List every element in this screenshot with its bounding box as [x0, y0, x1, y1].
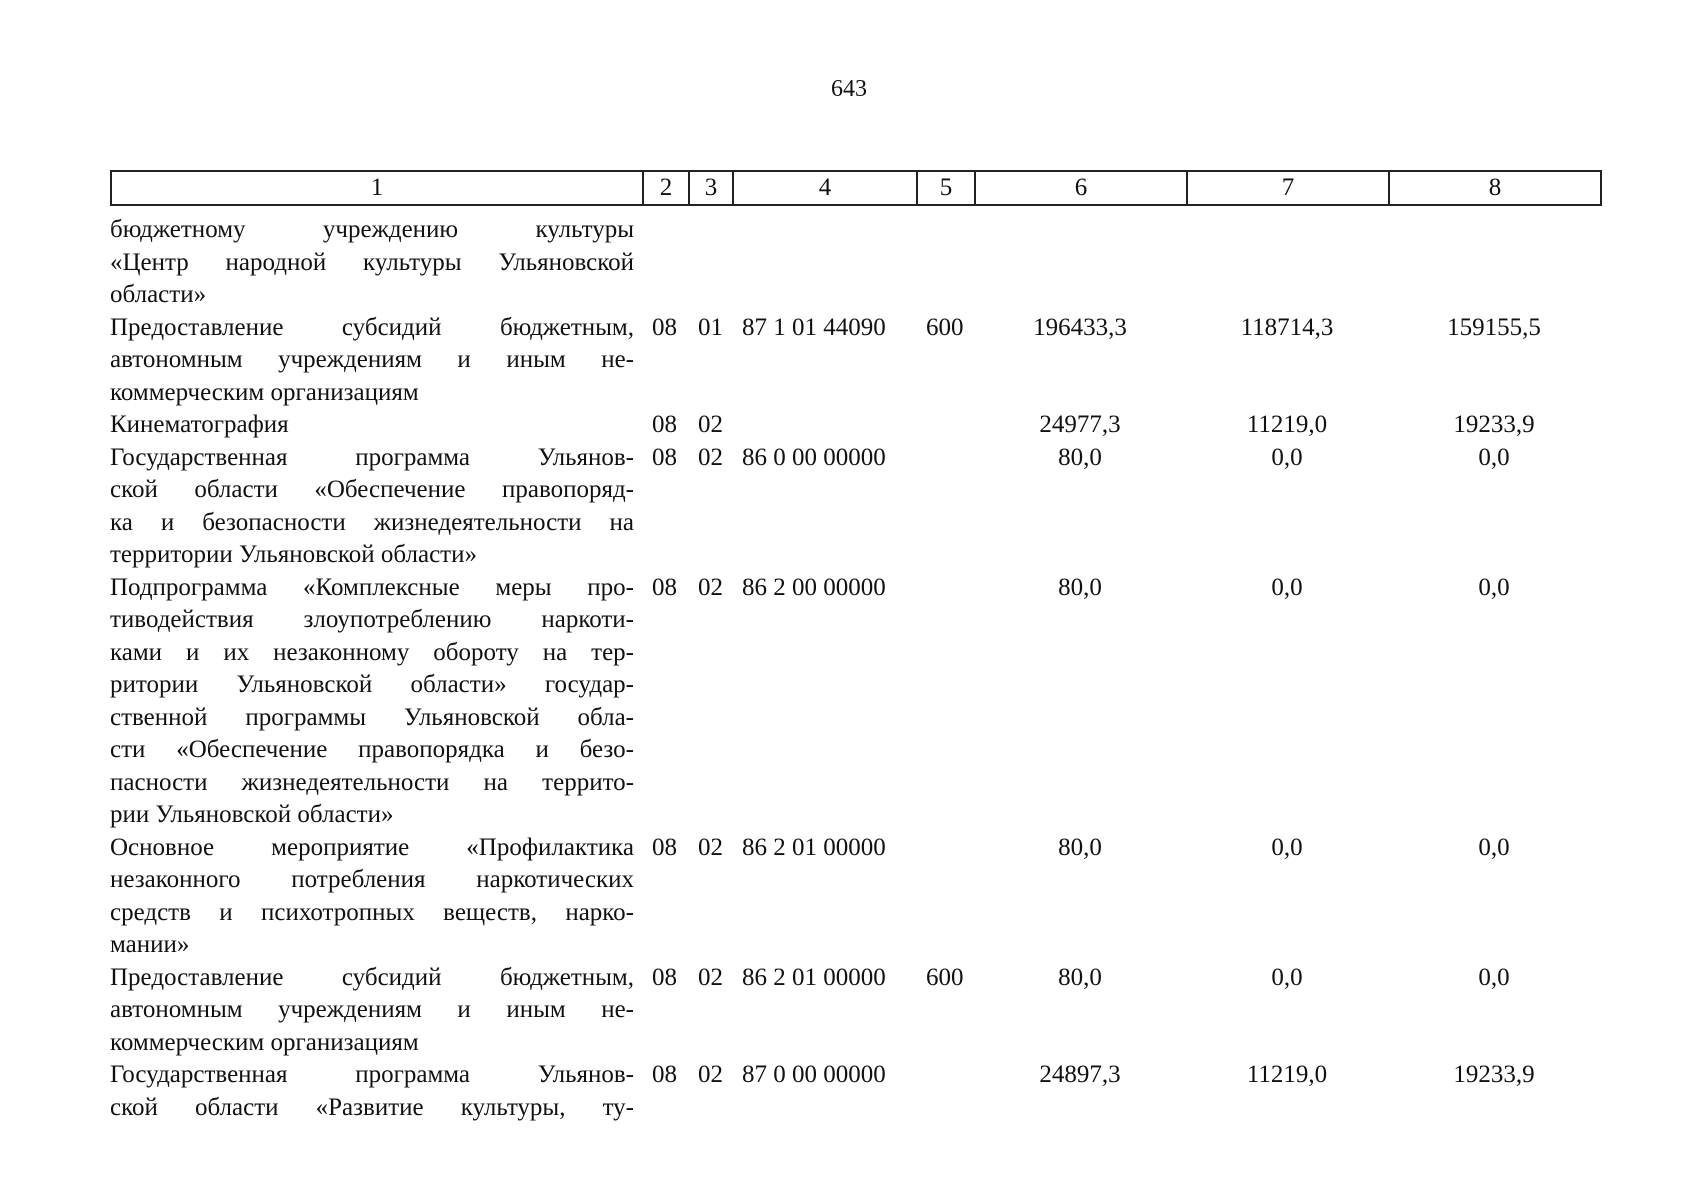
header-col-5: 5: [917, 171, 975, 205]
amount-col-6: [974, 214, 1186, 312]
amount-col-7: 118714,3: [1240, 313, 1334, 341]
amount-col-8: 0,0: [1478, 963, 1510, 991]
description-line: коммерческим организациям: [110, 1028, 419, 1056]
section-code: [642, 214, 688, 312]
table-row: [110, 312, 1600, 410]
description-line: коммерческим организациям: [110, 378, 419, 406]
amount-col-6: 80,0: [1058, 963, 1102, 991]
target-article-code: [732, 214, 916, 312]
description-line: рии Ульяновской области»: [110, 801, 394, 828]
description-line: незаконного потребления наркотических: [110, 866, 634, 893]
section-code: 08: [652, 963, 677, 991]
amount-col-8: 19233,9: [1453, 411, 1535, 438]
header-col-4: 4: [733, 171, 917, 205]
amount-col-6: 24897,3: [1039, 1061, 1121, 1088]
section-code: 08: [652, 833, 677, 861]
table-row: [110, 409, 1600, 442]
amount-col-6: 80,0: [1058, 443, 1102, 471]
section-code: 08: [652, 411, 677, 438]
subsection-code: 02: [698, 443, 723, 471]
expense-type-code: [916, 572, 974, 832]
table-row: [110, 214, 1600, 312]
table-row: [110, 442, 1600, 572]
table-row: [110, 962, 1600, 1060]
description-line: ками и их незаконному обороту на тер-: [110, 638, 634, 666]
description-line: пасности жизнедеятельности на террито-: [110, 768, 634, 796]
amount-col-6: 196433,3: [1033, 313, 1127, 341]
header-col-1: 1: [111, 171, 643, 205]
description-line: Кинематография: [110, 411, 289, 438]
expense-type-code: [916, 409, 974, 442]
description-line: мании»: [110, 931, 190, 958]
amount-col-6: 80,0: [1058, 573, 1102, 601]
description-line: области»: [110, 281, 207, 308]
description-line: автономным учреждениям и иным не-: [110, 996, 634, 1023]
description-line: Государственная программа Ульянов-: [110, 1061, 634, 1088]
row-description: [110, 312, 642, 410]
table-row: [110, 832, 1600, 962]
amount-col-7: 0,0: [1271, 443, 1303, 471]
expense-type-code: 600: [926, 963, 964, 991]
table-row: [110, 572, 1600, 832]
description-line: ка и безопасности жизнедеятельности на: [110, 508, 634, 536]
description-line: средств и психотропных веществ, нарко-: [110, 898, 634, 926]
table-row: [110, 1059, 1600, 1124]
description-line: тиводействия злоупотреблению наркоти-: [110, 606, 634, 633]
table-body: [110, 214, 1600, 1124]
target-article-code: 86 2 00 00000: [742, 573, 886, 601]
amount-col-6: 24977,3: [1039, 411, 1121, 438]
description-line: сти «Обеспечение правопорядка и безо-: [110, 736, 634, 763]
row-description: [110, 1059, 642, 1124]
amount-col-8: 0,0: [1478, 443, 1510, 471]
expense-type-code: [916, 832, 974, 962]
expense-type-code: [916, 442, 974, 572]
amount-col-7: 0,0: [1271, 573, 1303, 601]
description-line: бюджетному учреждению культуры: [110, 216, 634, 243]
amount-col-8: 0,0: [1478, 573, 1510, 601]
description-line: Подпрограмма «Комплексные меры про-: [110, 573, 634, 601]
budget-table: [110, 214, 1600, 1124]
section-code: 08: [652, 573, 677, 601]
header-col-6: 6: [975, 171, 1187, 205]
description-line: территории Ульяновской области»: [110, 541, 477, 568]
amount-col-8: 0,0: [1478, 833, 1510, 861]
table-header: [110, 170, 1602, 206]
subsection-code: 02: [698, 1061, 723, 1088]
header-row: [111, 171, 1601, 205]
amount-col-6: 80,0: [1058, 833, 1102, 861]
header-col-7: 7: [1187, 171, 1389, 205]
header-col-2: 2: [643, 171, 689, 205]
target-article-code: 86 2 01 00000: [742, 833, 886, 861]
expense-type-code: [916, 1059, 974, 1124]
amount-col-7: [1186, 214, 1388, 312]
header-col-3: 3: [689, 171, 733, 205]
target-article-code: 86 0 00 00000: [742, 443, 886, 471]
amount-col-7: 11219,0: [1246, 411, 1328, 438]
amount-col-7: 0,0: [1271, 963, 1303, 991]
description-line: ской области «Обеспечение правопоряд-: [110, 476, 634, 503]
target-article-code: 87 1 01 44090: [742, 313, 886, 341]
page-number: 643: [831, 76, 867, 102]
section-code: 08: [652, 313, 677, 341]
row-description: [110, 442, 642, 572]
expense-type-code: 600: [926, 313, 964, 341]
description-line: «Центр народной культуры Ульяновской: [110, 248, 634, 276]
expense-type-code: [916, 214, 974, 312]
header-col-8: 8: [1389, 171, 1601, 205]
amount-col-8: 159155,5: [1447, 313, 1541, 341]
subsection-code: 02: [698, 833, 723, 861]
row-description: [110, 832, 642, 962]
subsection-code: 01: [698, 313, 723, 341]
row-description: [110, 214, 642, 312]
amount-col-8: [1388, 214, 1600, 312]
description-line: Предоставление субсидий бюджетным,: [110, 963, 634, 991]
description-line: ской области «Развитие культуры, ту-: [110, 1093, 634, 1121]
target-article-code: 86 2 01 00000: [742, 963, 886, 991]
amount-col-7: 11219,0: [1246, 1061, 1328, 1088]
amount-col-7: 0,0: [1271, 833, 1303, 861]
section-code: 08: [652, 443, 677, 471]
description-line: Государственная программа Ульянов-: [110, 443, 634, 471]
subsection-code: 02: [698, 411, 723, 438]
description-line: ритории Ульяновской области» государ-: [110, 671, 634, 698]
description-line: автономным учреждениям и иным не-: [110, 346, 634, 373]
description-line: Основное мероприятие «Профилактика: [110, 833, 634, 861]
subsection-code: 02: [698, 963, 723, 991]
subsection-code: [688, 214, 732, 312]
description-line: Предоставление субсидий бюджетным,: [110, 313, 634, 341]
section-code: 08: [652, 1061, 677, 1088]
row-description: [110, 409, 642, 442]
target-article-code: 87 0 00 00000: [742, 1061, 886, 1088]
description-line: ственной программы Ульяновской обла-: [110, 703, 634, 731]
row-description: [110, 962, 642, 1060]
amount-col-8: 19233,9: [1453, 1061, 1535, 1088]
row-description: [110, 572, 642, 832]
target-article-code: [732, 409, 916, 442]
subsection-code: 02: [698, 573, 723, 601]
